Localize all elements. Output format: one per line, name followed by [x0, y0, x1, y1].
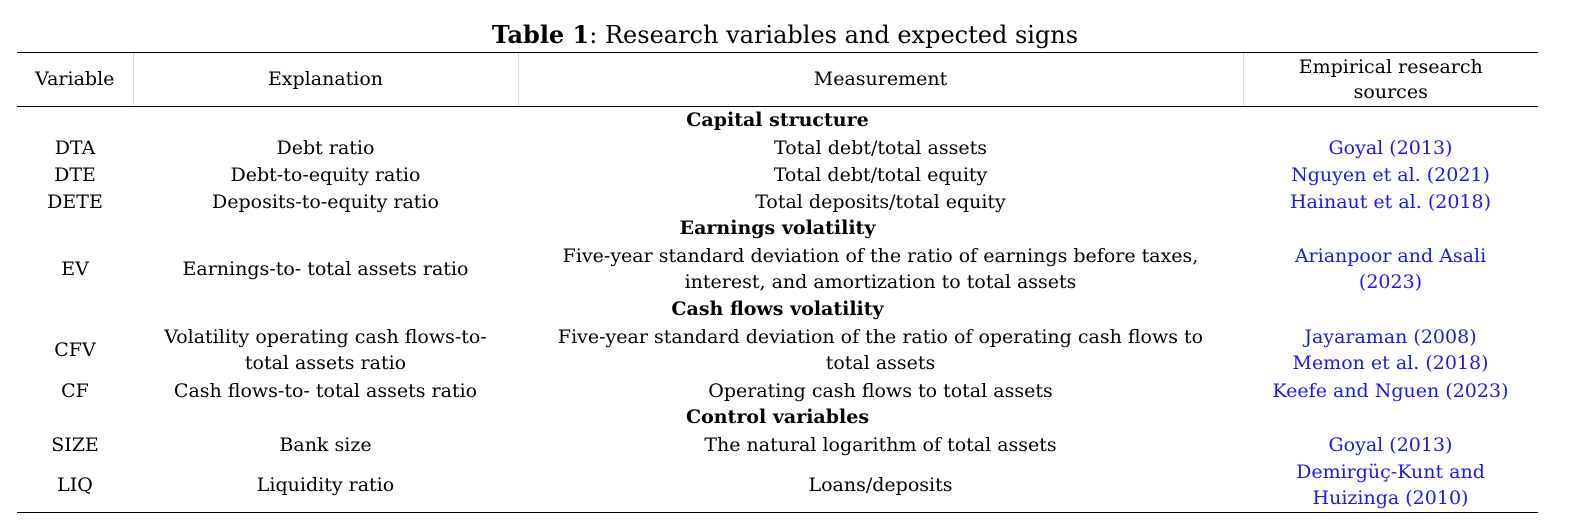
variable-cell: SIZE [51, 433, 99, 456]
measurement-cell: Total debt/total equity [773, 163, 988, 186]
measurement-cell: The natural logarithm of total assets [704, 433, 1057, 456]
source-cell [1243, 458, 1538, 513]
source-link[interactable]: Huizinga (2010) [1312, 487, 1469, 509]
variable-cell: EV [61, 258, 89, 280]
header-explanation: Explanation [133, 53, 518, 107]
header-measurement: Measurement [518, 53, 1243, 107]
explanation-line: total assets ratio [244, 352, 407, 374]
explanation-cell: Liquidity ratio [133, 458, 518, 513]
variable-cell: DTE [54, 163, 96, 186]
measurement-cell: Total debt/total assets [774, 136, 987, 159]
table-row [17, 323, 1538, 377]
header-sources-line2: sources [1353, 80, 1428, 103]
source-link[interactable]: (2023) [1358, 271, 1423, 293]
source-link[interactable]: Keefe and Nguen (2023) [1272, 379, 1509, 402]
table-caption [0, 19, 1570, 51]
source-cell [1243, 323, 1538, 377]
table-row [17, 431, 1538, 458]
measurement-line: Five-year standard deviation of the ratio of earnings before taxes, [562, 245, 1199, 267]
header-variable: Variable [17, 53, 133, 107]
source-link[interactable]: Jayaraman (2008) [1304, 326, 1477, 348]
group-row-cash-flows-volatility [17, 296, 1538, 323]
variable-cell: DETE [47, 190, 103, 213]
source-link[interactable]: Hainaut et al. (2018) [1289, 190, 1492, 213]
table-row [17, 242, 1538, 296]
variable-cell: CF [61, 379, 89, 402]
measurement-cell [518, 242, 1243, 296]
explanation-cell: Earnings-to- total assets ratio [182, 258, 469, 280]
research-variables-table [17, 52, 1538, 513]
measurement-line: Five-year standard deviation of the ratio of operating cash flows to [557, 326, 1204, 348]
group-label: Control variables [685, 406, 870, 428]
table-row [17, 377, 1538, 404]
group-row-control-variables [17, 404, 1538, 431]
header-sources [1243, 53, 1538, 107]
group-label: Earnings volatility [679, 217, 876, 239]
variable-cell: CFV [54, 339, 96, 361]
source-link[interactable]: Goyal (2013) [1328, 136, 1453, 159]
group-row-capital-structure [17, 107, 1538, 135]
table-row [17, 134, 1538, 161]
source-link[interactable]: Demirgüç-Kunt and [1296, 461, 1485, 483]
variable-cell: DTA [54, 136, 96, 159]
source-link[interactable]: Goyal (2013) [1328, 433, 1453, 456]
measurement-line: total assets [825, 352, 936, 374]
source-link[interactable]: Memon et al. (2018) [1292, 352, 1489, 374]
measurement-cell: Operating cash flows to total assets [708, 379, 1053, 402]
measurement-line: interest, and amortization to total assets [684, 271, 1077, 293]
group-row-earnings-volatility [17, 215, 1538, 242]
group-label: Cash flows volatility [671, 298, 884, 320]
group-label: Capital structure [686, 109, 869, 131]
measurement-cell [518, 323, 1243, 377]
table-header-row [17, 53, 1538, 107]
explanation-line: Volatility operating cash flows-to- [164, 326, 487, 348]
explanation-cell [133, 323, 518, 377]
header-sources-line1: Empirical research [1298, 55, 1483, 78]
explanation-cell: Bank size [279, 433, 372, 456]
explanation-cell: Debt-to-equity ratio [230, 163, 421, 186]
source-link[interactable]: Arianpoor and Asali [1294, 245, 1487, 267]
variable-cell: LIQ [17, 458, 133, 513]
table-row [17, 161, 1538, 188]
measurement-cell: Total deposits/total equity [755, 190, 1006, 213]
measurement-cell: Loans/deposits [518, 458, 1243, 513]
explanation-cell: Cash flows-to- total assets ratio [173, 379, 478, 402]
table-caption-text: : Research variables and expected signs [589, 21, 1079, 49]
explanation-cell: Debt ratio [276, 136, 375, 159]
table-row [17, 188, 1538, 215]
table-caption-label: Table 1 [491, 20, 590, 49]
table-row [17, 458, 1538, 513]
source-cell [1243, 242, 1538, 296]
source-link[interactable]: Nguyen et al. (2021) [1291, 163, 1490, 186]
explanation-cell: Deposits-to-equity ratio [212, 190, 439, 213]
